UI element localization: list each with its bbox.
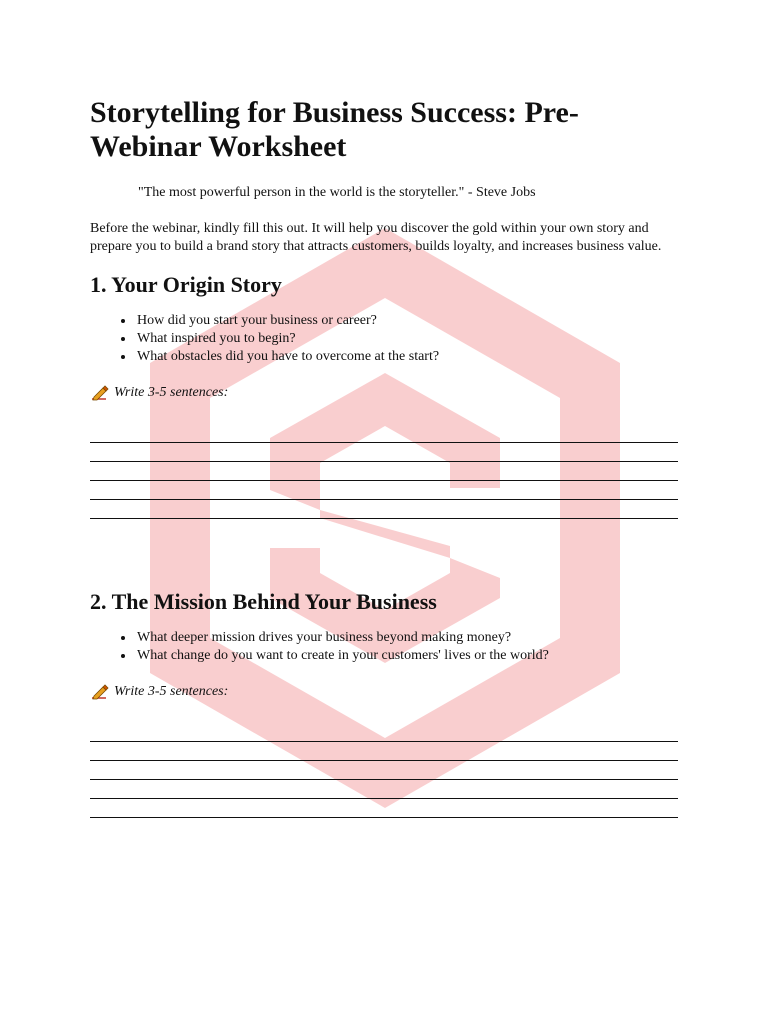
- answer-line[interactable]: [90, 443, 678, 462]
- pencil-writing-icon: [90, 684, 110, 700]
- list-item: • What deeper mission drives your business beyond making money?: [135, 629, 680, 647]
- answer-line[interactable]: [90, 481, 678, 500]
- answer-line[interactable]: [90, 799, 678, 818]
- prompt-label: Write 3-5 sentences:: [114, 385, 229, 400]
- writing-prompt: [90, 683, 680, 701]
- list-item: • What inspired you to begin?: [135, 330, 680, 348]
- page-title: Storytelling for Business Success: Pre-Webinar Worksheet: [90, 96, 579, 163]
- answer-line[interactable]: [90, 723, 678, 742]
- pencil-writing-icon: [90, 385, 110, 401]
- answer-lines-origin-story[interactable]: [90, 424, 680, 519]
- list-item: • What obstacles did you have to overcome at the start?: [135, 348, 680, 366]
- answer-line[interactable]: [90, 742, 678, 761]
- answer-line[interactable]: [90, 424, 678, 443]
- prompt-label: Write 3-5 sentences:: [114, 684, 229, 699]
- answer-line[interactable]: [90, 761, 678, 780]
- answer-line[interactable]: [90, 462, 678, 481]
- list-item: • What change do you want to create in your customers' lives or the world?: [135, 647, 680, 665]
- answer-line[interactable]: [90, 780, 678, 799]
- mission-questions: [90, 629, 680, 665]
- section-heading-origin-story: 1. Your Origin Story: [90, 272, 282, 297]
- origin-story-questions: [90, 312, 680, 366]
- writing-prompt: [90, 384, 680, 402]
- list-item: • How did you start your business or career?: [135, 312, 680, 330]
- answer-lines-mission[interactable]: [90, 723, 680, 818]
- section-heading-mission: 2. The Mission Behind Your Business: [90, 589, 437, 614]
- intro-paragraph: Before the webinar, kindly fill this out. It will help you discover the gold within your own story and prepare you to build a brand story that attracts customers, builds loyalty, and increases business value.: [90, 221, 662, 254]
- steve-jobs-quote: "The most powerful person in the world is the storyteller." - Steve Jobs: [138, 185, 536, 200]
- answer-line[interactable]: [90, 500, 678, 519]
- worksheet-page: [90, 96, 680, 818]
